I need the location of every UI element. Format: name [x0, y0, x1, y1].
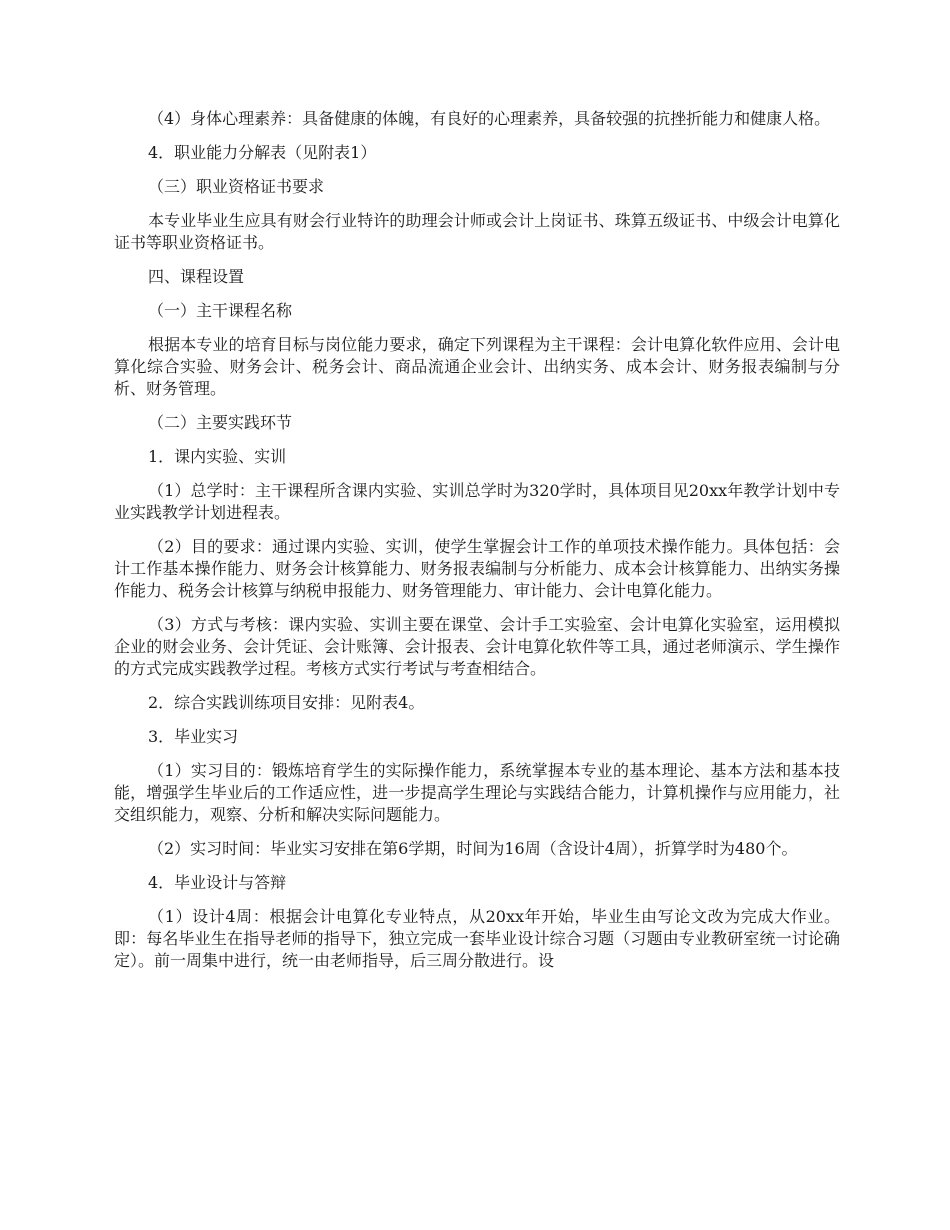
paragraph-internship-purpose: （1）实习目的：锻炼培育学生的实际操作能力，系统掌握本专业的基本理论、基本方法和基本技能，增强学生毕业后的工作适应性，进一步提高学生理论与实践结合能力，计算机操作与应用能力，社交组织能力，观察、分析和解决实际问题能力。: [114, 761, 840, 824]
paragraph-methods-assessment: （3）方式与考核：课内实验、实训主要在课堂、会计手工实验室、会计电算化实验室，运用模拟企业的财会业务、会计凭证、会计账簿、会计报表、会计电算化软件等工具，通过老师演示、学生操作的方式完成实践教学过程。考核方式实行考试与考查相结合。: [114, 615, 840, 678]
heading-graduation-design: 4．毕业设计与答辩: [148, 873, 287, 892]
paragraph-main-courses: 根据本专业的培育目标与岗位能力要求，确定下列课程为主干课程：会计电算化软件应用、会计电算化综合实验、财务会计、税务会计、商品流通企业会计、出纳实务、成本会计、财务报表编制与分析、财务管理。: [114, 335, 840, 398]
heading-course-setup: 四、课程设置: [148, 267, 245, 286]
heading-qualification-certificates: （三）职业资格证书要求: [148, 177, 325, 196]
document-page: [114, 108, 840, 984]
paragraph-internship-time: （2）实习时间：毕业实习安排在第6学期，时间为16周（含设计4周），折算学时为480个。: [148, 839, 798, 858]
heading-main-courses: （一）主干课程名称: [148, 301, 293, 320]
heading-graduation-internship: 3．毕业实习: [148, 727, 239, 746]
heading-in-class-training: 1．课内实验、实训: [148, 447, 287, 466]
paragraph-total-hours: （1）总学时：主干课程所含课内实验、实训总学时为320学时，具体项目见20xx年教学计划中专业实践教学计划进程表。: [114, 481, 840, 522]
paragraph-physical-psychological-quality: （4）身体心理素养：具备健康的体魄，有良好的心理素养，具备较强的抗挫折能力和健康人格。: [148, 109, 831, 128]
heading-practice: （二）主要实践环节: [148, 413, 293, 432]
paragraph-certificates: 本专业毕业生应具有财会行业特许的助理会计师或会计上岗证书、珠算五级证书、中级会计电算化证书等职业资格证书。: [114, 211, 840, 252]
paragraph-design-weeks: （1）设计4周：根据会计电算化专业特点，从20xx年开始，毕业生由写论文改为完成大作业。即：每名毕业生在指导老师的指导下，独立完成一套毕业设计综合习题（习题由专业教研室统一讨论确定）。前一周集中进行，统一由老师指导，后三周分散进行。设: [114, 907, 840, 970]
paragraph-ability-breakdown: 4．职业能力分解表（见附表1）: [148, 143, 377, 162]
paragraph-objectives: （2）目的要求：通过课内实验、实训，使学生掌握会计工作的单项技术操作能力。具体包括：会计工作基本操作能力、财务会计核算能力、财务报表编制与分析能力、成本会计核算能力、出纳实务操作能力、税务会计核算与纳税申报能力、财务管理能力、审计能力、会计电算化能力。: [114, 537, 840, 600]
paragraph-comprehensive-training: 2．综合实践训练项目安排：见附表4。: [148, 693, 425, 712]
